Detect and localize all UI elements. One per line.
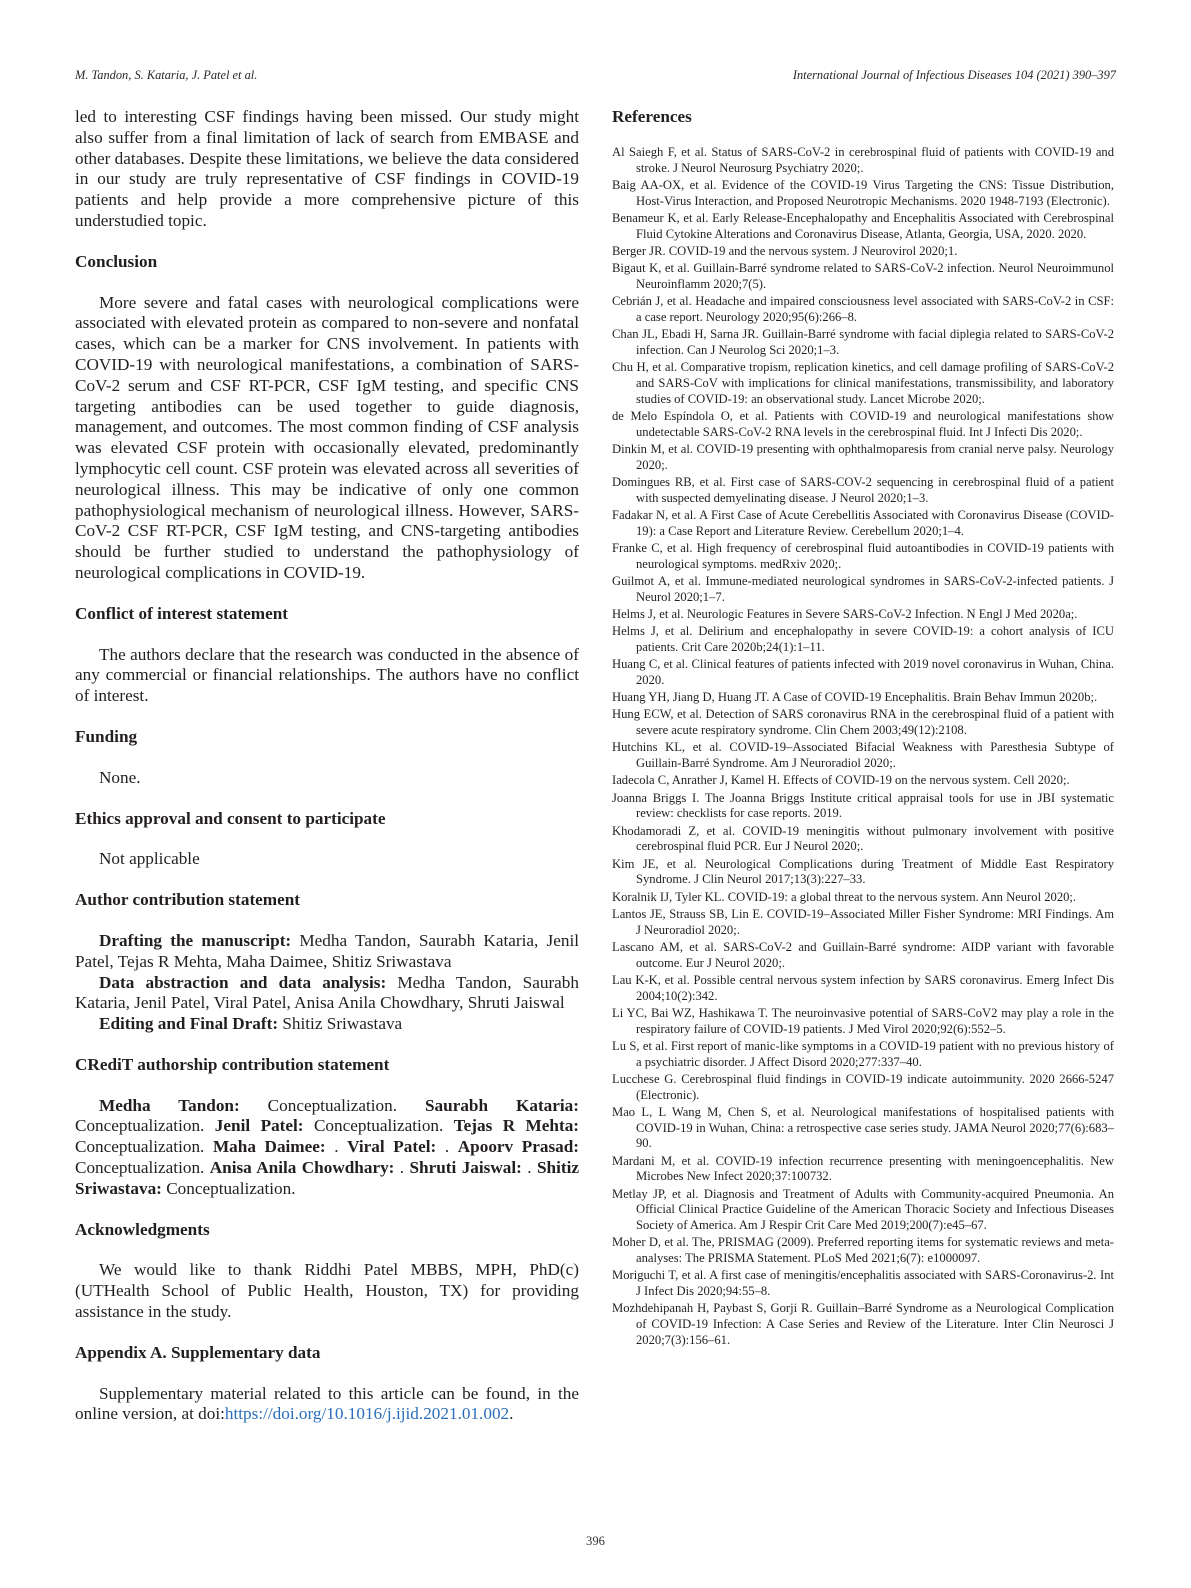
credit-role: Conceptualization. xyxy=(239,1095,425,1115)
reference-item: Lau K-K, et al. Possible central nervous system infection by SARS coronavirus. Emerg Infect Dis 2004;10(2):342. xyxy=(612,972,1114,1003)
reference-item: Berger JR. COVID-19 and the nervous system. J Neurovirol 2020;1. xyxy=(612,243,958,258)
reference-item: Khodamoradi Z, et al. COVID-19 meningitis without pulmonary involvement with positive cerebrospinal fluid PCR. Eur J Neurol 2020;. xyxy=(612,823,1114,854)
credit-name: Anisa Anila Chowdhary: xyxy=(209,1158,395,1178)
acknowledgments-heading: Acknowledgments xyxy=(75,1219,210,1239)
reference-item: Guilmot A, et al. Immune-mediated neurological syndromes in SARS-CoV-2-infected patients. J Neurol 2020;1–7. xyxy=(612,573,1114,604)
reference-item: Franke C, et al. High frequency of cerebrospinal fluid autoantibodies in COVID-19 patients with neurological symptoms. medRxiv 2020;. xyxy=(612,540,1114,571)
reference-item: Helms J, et al. Neurologic Features in Severe SARS-CoV-2 Infection. N Engl J Med 2020a;. xyxy=(612,606,1078,621)
author-contribution-heading: Author contribution statement xyxy=(75,890,301,910)
reference-item: Benameur K, et al. Early Release-Encephalopathy and Encephalitis Associated with Cerebrospinal Fluid Cytokine Alterations and Coronavirus Disease, Atlanta, Georgia, USA, 2020. 2020. xyxy=(612,210,1114,241)
page-number: 396 xyxy=(586,1534,605,1548)
reference-item: Iadecola C, Anrather J, Kamel H. Effects of COVID-19 on the nervous system. Cell 2020;. xyxy=(612,773,1070,788)
reference-item: Lantos JE, Strauss SB, Lin E. COVID-19–Associated Miller Fisher Syndrome: MRI Findings. Am J Neuroradiol 2020;. xyxy=(612,906,1114,937)
credit-role: . xyxy=(325,1137,348,1157)
discussion-continued-paragraph: led to interesting CSF findings having been missed. Our study might also suffer from a final limitation of lack of search from EMBASE and other databases. Despite these limitations, we believe the data considered in our study are truly representative of CSF findings in COVID-19 patients and help provide a more comprehensive picture of this understudied topic. xyxy=(75,107,579,230)
credit-role: Conceptualization. xyxy=(303,1116,454,1136)
reference-item: Mozhdehipanah H, Paybast S, Gorji R. Guillain–Barré Syndrome as a Neurological Complication of COVID-19 Infection: A Case Series and Review of the Literature. Inter Clin Neurosci J 2020;7(3):156–61. xyxy=(612,1301,1114,1347)
credit-name: Tejas R Mehta: xyxy=(453,1116,580,1136)
conclusion-heading: Conclusion xyxy=(75,251,158,271)
editing-statement xyxy=(75,1014,579,1035)
credit-role: Conceptualization. xyxy=(75,1158,210,1178)
references-heading: References xyxy=(612,107,692,126)
references-column xyxy=(612,107,1114,1350)
credit-name: Saurabh Kataria: xyxy=(424,1095,580,1115)
credit-name: Shruti Jaiswal: xyxy=(409,1158,522,1178)
reference-item: Bigaut K, et al. Guillain-Barré syndrome related to SARS-CoV-2 infection. Neurol Neuroimmunol Neuroinflamm 2020;7(5). xyxy=(612,261,1114,291)
appendix-end: . xyxy=(509,1404,514,1424)
reference-item: Moriguchi T, et al. A first case of meningitis/encephalitis associated with SARS-Coronavirus-2. Int J Infect Dis 2020;94:55–8. xyxy=(612,1268,1114,1299)
appendix-heading: Appendix A. Supplementary data xyxy=(75,1342,321,1362)
credit-paragraph xyxy=(75,1096,579,1200)
ethics-heading: Ethics approval and consent to participate xyxy=(75,808,386,828)
conclusion-paragraph: More severe and fatal cases with neurological complications were associated with elevated protein as compared to non-severe and nonfatal cases, which can be a marker for CNS involvement. In patients with COVID-19 with neurological manifestations, a combination of SARS-CoV-2 serum and CSF RT-PCR, CSF IgM testing, and specific CNS targeting antibodies can be used together to guide diagnosis, management, and outcomes. The most common finding of CSF analysis was elevated CSF protein with occasionally elevated, predominantly lymphocytic cell count. CSF protein was elevated across all severities of neurological illness. This may be indicative of only one common pathophysiological mechanism of neurological illness. However, SARS-CoV-2 CSF RT-PCR, CSF IgM testing, and CNS-targeting antibodies should be further studied to understand the pathophysiology of neurological complications in COVID-19. xyxy=(75,292,579,582)
editing-label: Editing and Final Draft: xyxy=(99,1014,279,1034)
reference-item: de Melo Espíndola O, et al. Patients with COVID-19 and neurological manifestations show undetectable SARS-CoV-2 RNA levels in the cerebrospinal fluid. Int J Infecti Dis 2020;. xyxy=(612,408,1114,439)
reference-item: Huang C, et al. Clinical features of patients infected with 2019 novel coronavirus in Wuhan, China. 2020. xyxy=(612,657,1114,687)
reference-item: Dinkin M, et al. COVID-19 presenting with ophthalmoparesis from cranial nerve palsy. Neurology 2020;. xyxy=(612,441,1114,472)
reference-item: Cebrián J, et al. Headache and impaired consciousness level associated with SARS-CoV-2 in CSF: a case report. Neurology 2020;95(6):266–8. xyxy=(612,294,1114,324)
data-analysis-names: Medha Tandon, Saurabh Kataria, Jenil Patel, Viral Patel, Anisa Anila Chowdhary, Shruti Jaiswal xyxy=(75,972,579,1013)
credit-name: Medha Tandon: xyxy=(99,1095,240,1115)
acknowledgments-paragraph: We would like to thank Riddhi Patel MBBS, MPH, PhD(c) (UTHealth School of Public Health, Houston, TX) for providing assistance in the study. xyxy=(75,1260,579,1322)
reference-item: Chu H, et al. Comparative tropism, replication kinetics, and cell damage profiling of SARS-CoV-2 and SARS-CoV with implications for clinical manifestations, transmissibility, and laboratory studies of COVID-19: an observational study. Lancet Microbe 2020;. xyxy=(612,360,1114,406)
funding-heading: Funding xyxy=(75,726,138,746)
data-analysis-label: Data abstraction and data analysis: xyxy=(99,972,387,992)
credit-role: Conceptualization. xyxy=(75,1137,213,1157)
credit-role: Conceptualization. xyxy=(161,1178,296,1198)
appendix-paragraph xyxy=(75,1384,579,1426)
reference-item: Kim JE, et al. Neurological Complications during Treatment of Middle East Respiratory Syndrome. J Clin Neurol 2017;13(3):227–33. xyxy=(612,856,1114,887)
drafting-label: Drafting the manuscript: xyxy=(99,930,292,950)
credit-name: Shitiz Sriwastava: xyxy=(75,1158,580,1198)
reference-item: Chan JL, Ebadi H, Sarna JR. Guillain-Barré syndrome with facial diplegia related to SARS-CoV-2 infection. Can J Neurolog Sci 2020;1–3. xyxy=(612,327,1114,357)
reference-item: Hung ECW, et al. Detection of SARS coronavirus RNA in the cerebrospinal fluid of a patient with severe acute respiratory syndrome. Clin Chem 2003;49(12):2108. xyxy=(612,707,1114,738)
reference-item: Joanna Briggs I. The Joanna Briggs Institute critical appraisal tools for use in JBI systematic review: checklists for case reports. 2019. xyxy=(612,790,1114,821)
conflict-heading: Conflict of interest statement xyxy=(75,603,289,623)
credit-name: Jenil Patel: xyxy=(214,1116,304,1136)
reference-item: Koralnik IJ, Tyler KL. COVID-19: a global threat to the nervous system. Ann Neurol 2020;. xyxy=(612,889,1077,904)
reference-item: Mardani M, et al. COVID-19 infection recurrence presenting with meningoencephalitis. New Microbes New Infect 2020;37:100732. xyxy=(612,1153,1114,1184)
reference-item: Baig AA-OX, et al. Evidence of the COVID-19 Virus Targeting the CNS: Tissue Distribution, Host-Virus Interaction, and Proposed Neurotropic Mechanisms. 2020 1948-7193 (Electronic). xyxy=(612,177,1114,208)
reference-item: Li YC, Bai WZ, Hashikawa T. The neuroinvasive potential of SARS-CoV2 may play a role in the respiratory failure of COVID-19 patients. J Med Virol 2020;92(6):552–5. xyxy=(612,1005,1114,1036)
appendix-text: Supplementary material related to this article can be found, in the online version, at doi: xyxy=(75,1383,579,1424)
reference-item: Domingues RB, et al. First case of SARS-COV-2 sequencing in cerebrospinal fluid of a patient with suspected demyelinating disease. J Neurol 2020;1–3. xyxy=(612,474,1114,505)
reference-item: Lu S, et al. First report of manic-like symptoms in a COVID-19 patient with no previous history of a psychiatric disorder. J Affect Disord 2020;277:337–40. xyxy=(612,1038,1114,1069)
data-analysis-statement xyxy=(75,973,579,1015)
funding-paragraph: None. xyxy=(99,767,141,787)
credit-heading: CRediT authorship contribution statement xyxy=(75,1054,390,1074)
doi-link[interactable]: https://doi.org/10.1016/j.ijid.2021.01.002 xyxy=(224,1404,510,1424)
left-column xyxy=(75,107,579,1425)
reference-item: Lascano AM, et al. SARS-CoV-2 and Guillain-Barré syndrome: AIDP variant with favorable outcome. Eur J Neurol 2020;. xyxy=(612,939,1114,970)
running-head-authors: M. Tandon, S. Kataria, J. Patel et al. xyxy=(75,68,258,82)
editing-names: Shitiz Sriwastava xyxy=(278,1014,403,1034)
reference-list xyxy=(612,145,1114,1349)
reference-item: Moher D, et al. The, PRISMAG (2009). Preferred reporting items for systematic reviews and meta-analyses: The PRISMA Statement. PLoS Med 2021;6(7): e1000097. xyxy=(612,1235,1114,1266)
ethics-paragraph: Not applicable xyxy=(99,849,200,869)
reference-item: Metlay JP, et al. Diagnosis and Treatment of Adults with Community-acquired Pneumonia. An Official Clinical Practice Guideline of the American Thoracic Society and Infectious Diseases Society of America. Am J Respir Crit Care Med 2019;200(7):e45–67. xyxy=(612,1186,1114,1233)
credit-role: Conceptualization. xyxy=(75,1116,215,1136)
reference-item: Mao L, L Wang M, Chen S, et al. Neurological manifestations of hospitalised patients with COVID-19 in Wuhan, China: a retrospective case series study. JAMA Neurol 2020;77(6):683–90. xyxy=(612,1104,1114,1151)
drafting-names: Medha Tandon, Saurabh Kataria, Jenil Patel, Tejas R Mehta, Maha Daimee, Shitiz Sriwastava xyxy=(75,930,579,971)
reference-item: Lucchese G. Cerebrospinal fluid findings in COVID-19 indicate autoimmunity. 2020 2666-5247 (Electronic). xyxy=(612,1071,1114,1102)
credit-name: Apoorv Prasad: xyxy=(457,1137,580,1157)
credit-name: Maha Daimee: xyxy=(212,1137,326,1157)
conflict-paragraph: The authors declare that the research was conducted in the absence of any commercial or financial relationships. The authors have no conflict of interest. xyxy=(75,644,579,706)
reference-item: Al Saiegh F, et al. Status of SARS-CoV-2 in cerebrospinal fluid of patients with COVID-19 and stroke. J Neurol Neurosurg Psychiatry 2020;. xyxy=(612,144,1114,175)
drafting-statement xyxy=(75,931,579,973)
credit-role: . xyxy=(436,1137,458,1157)
reference-item: Hutchins KL, et al. COVID-19–Associated Bifacial Weakness with Paresthesia Subtype of Guillain-Barré Syndrome. Am J Neuroradiol 2020;. xyxy=(612,740,1114,771)
credit-role: . xyxy=(394,1158,410,1178)
reference-item: Fadakar N, et al. A First Case of Acute Cerebellitis Associated with Coronavirus Disease (COVID-19): a Case Report and Literature Review. Cerebellum 2020;1–4. xyxy=(612,507,1114,538)
reference-item: Huang YH, Jiang D, Huang JT. A Case of COVID-19 Encephalitis. Brain Behav Immun 2020b;. xyxy=(612,690,1098,705)
credit-name: Viral Patel: xyxy=(347,1137,437,1157)
running-head-journal: International Journal of Infectious Diseases 104 (2021) 390–397 xyxy=(792,68,1116,82)
credit-role: . xyxy=(521,1158,537,1178)
reference-item: Helms J, et al. Delirium and encephalopathy in severe COVID-19: a cohort analysis of ICU patients. Crit Care 2020b;24(1):1–11. xyxy=(612,624,1114,654)
